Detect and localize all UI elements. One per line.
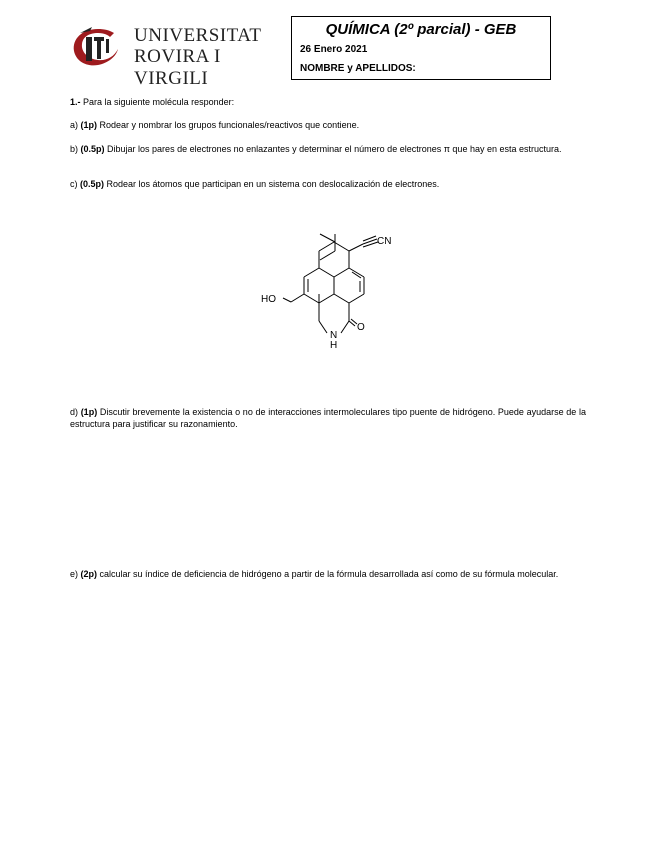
question-b — [70, 143, 586, 155]
molecule-label-cn: CN — [377, 236, 392, 247]
molecule-structure — [255, 230, 415, 355]
question-e-prefix: e) — [70, 569, 81, 579]
molecule-label-o: O — [357, 322, 365, 333]
question-number: 1.- — [70, 97, 81, 107]
question-1-text: Para la siguiente molécula responder: — [80, 97, 235, 107]
question-b-points: (0.5p) — [80, 144, 105, 154]
university-name-line2: ROVIRA I VIRGILI — [134, 46, 221, 89]
university-logo — [68, 25, 278, 89]
question-b-text: Dibujar los pares de electrones no enlazantes y determinar el número de electrones π que hay en esta estructura. — [104, 144, 562, 154]
question-c-points: (0.5p) — [80, 179, 105, 189]
question-1-intro — [70, 96, 586, 108]
question-d-text: Discutir brevemente la existencia o no de interacciones intermoleculares tipo puente de hidrógeno. Puede ayudarse de la estructura para justificar su razonamiento. — [70, 407, 586, 429]
question-b-prefix: b) — [70, 144, 81, 154]
question-a-points: (1p) — [80, 120, 98, 130]
exam-date: 26 Enero 2021 — [300, 44, 368, 55]
question-d — [70, 406, 586, 430]
question-c-prefix: c) — [70, 179, 80, 189]
question-c — [70, 178, 586, 190]
molecule-diagram — [255, 230, 415, 350]
exam-header-box — [291, 16, 551, 80]
molecule-label-ho: HO — [261, 294, 276, 305]
question-c-text: Rodear los átomos que participan en un sistema con deslocalización de electrones. — [104, 179, 440, 189]
question-a-prefix: a) — [70, 120, 81, 130]
molecule-label-n: N — [330, 330, 338, 341]
question-a-text: Rodear y nombrar los grupos funcionales/reactivos que contiene. — [97, 120, 360, 130]
name-field-label: NOMBRE y APELLIDOS: — [300, 63, 416, 74]
question-e-points: (2p) — [80, 569, 98, 579]
question-a — [70, 119, 586, 131]
urv-emblem-icon — [68, 25, 128, 71]
question-e — [70, 568, 586, 580]
university-name-line1: UNIVERSITAT — [134, 25, 262, 46]
molecule-label-h: H — [330, 340, 338, 350]
question-e-text: calcular su índice de deficiencia de hidrógeno a partir de la fórmula desarrollada así como de su fórmula molecular. — [97, 569, 559, 579]
exam-title: QUÍMICA (2º parcial) - GEB — [325, 21, 517, 38]
question-d-points: (1p) — [80, 407, 98, 417]
question-d-prefix: d) — [70, 407, 81, 417]
